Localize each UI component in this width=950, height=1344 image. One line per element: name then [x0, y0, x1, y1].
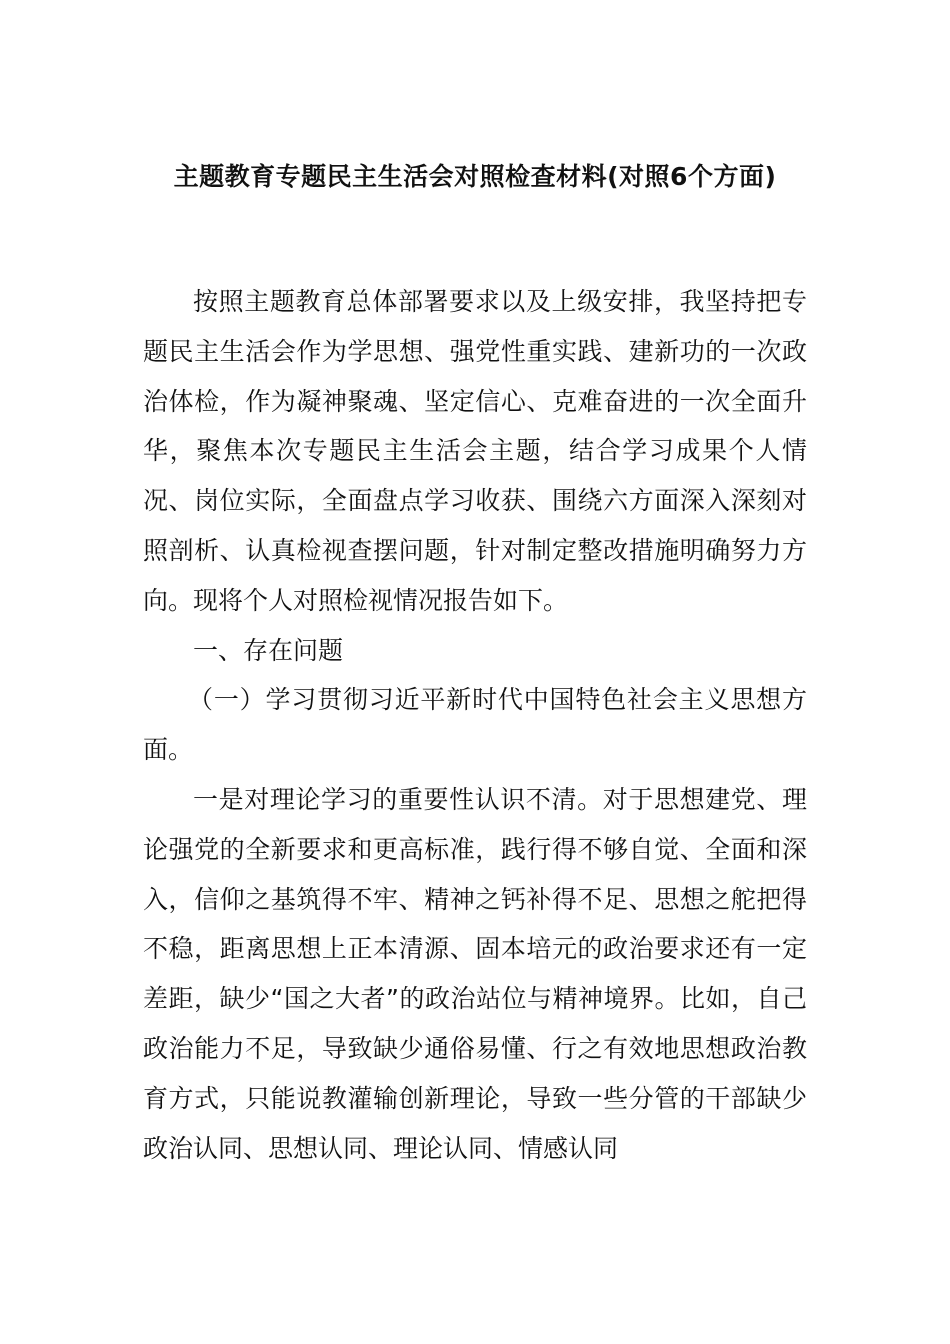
subsection-heading-theory-study: （一）学习贯彻习近平新时代中国特色社会主义思想方面。: [143, 685, 807, 765]
document-body: [143, 277, 807, 1173]
problem-paragraph-one: 一是对理论学习的重要性认识不清。对于思想建党、理论强党的全新要求和更高标准，践行得不够自觉、全面和深入，信仰之基筑得不牢、精神之钙补得不足、思想之舵把得不稳，距离思想上正本清源、固本培元的政治要求还有一定差距，缺少“国之大者”的政治站位与精神境界。比如，自己政治能力不足，导致缺少通俗易懂、行之有效地思想政治教育方式，只能说教灌输创新理论，导致一些分管的干部缺少政治认同、思想认同、理论认同、情感认同: [143, 784, 807, 1163]
document-title: 主题教育专题民主生活会对照检查材料(对照6个方面): [173, 162, 777, 191]
section-heading-problems: 一、存在问题: [193, 635, 344, 665]
intro-paragraph: 按照主题教育总体部署要求以及上级安排，我坚持把专题民主生活会作为学思想、强党性重实践、建新功的一次政治体检，作为凝神聚魂、坚定信心、克难奋进的一次全面升华，聚焦本次专题民主生活会主题，结合学习成果个人情况、岗位实际，全面盘点学习收获、围绕六方面深入深刻对照剖析、认真检视查摆问题，针对制定整改措施明确努力方向。现将个人对照检视情况报告如下。: [143, 287, 807, 615]
